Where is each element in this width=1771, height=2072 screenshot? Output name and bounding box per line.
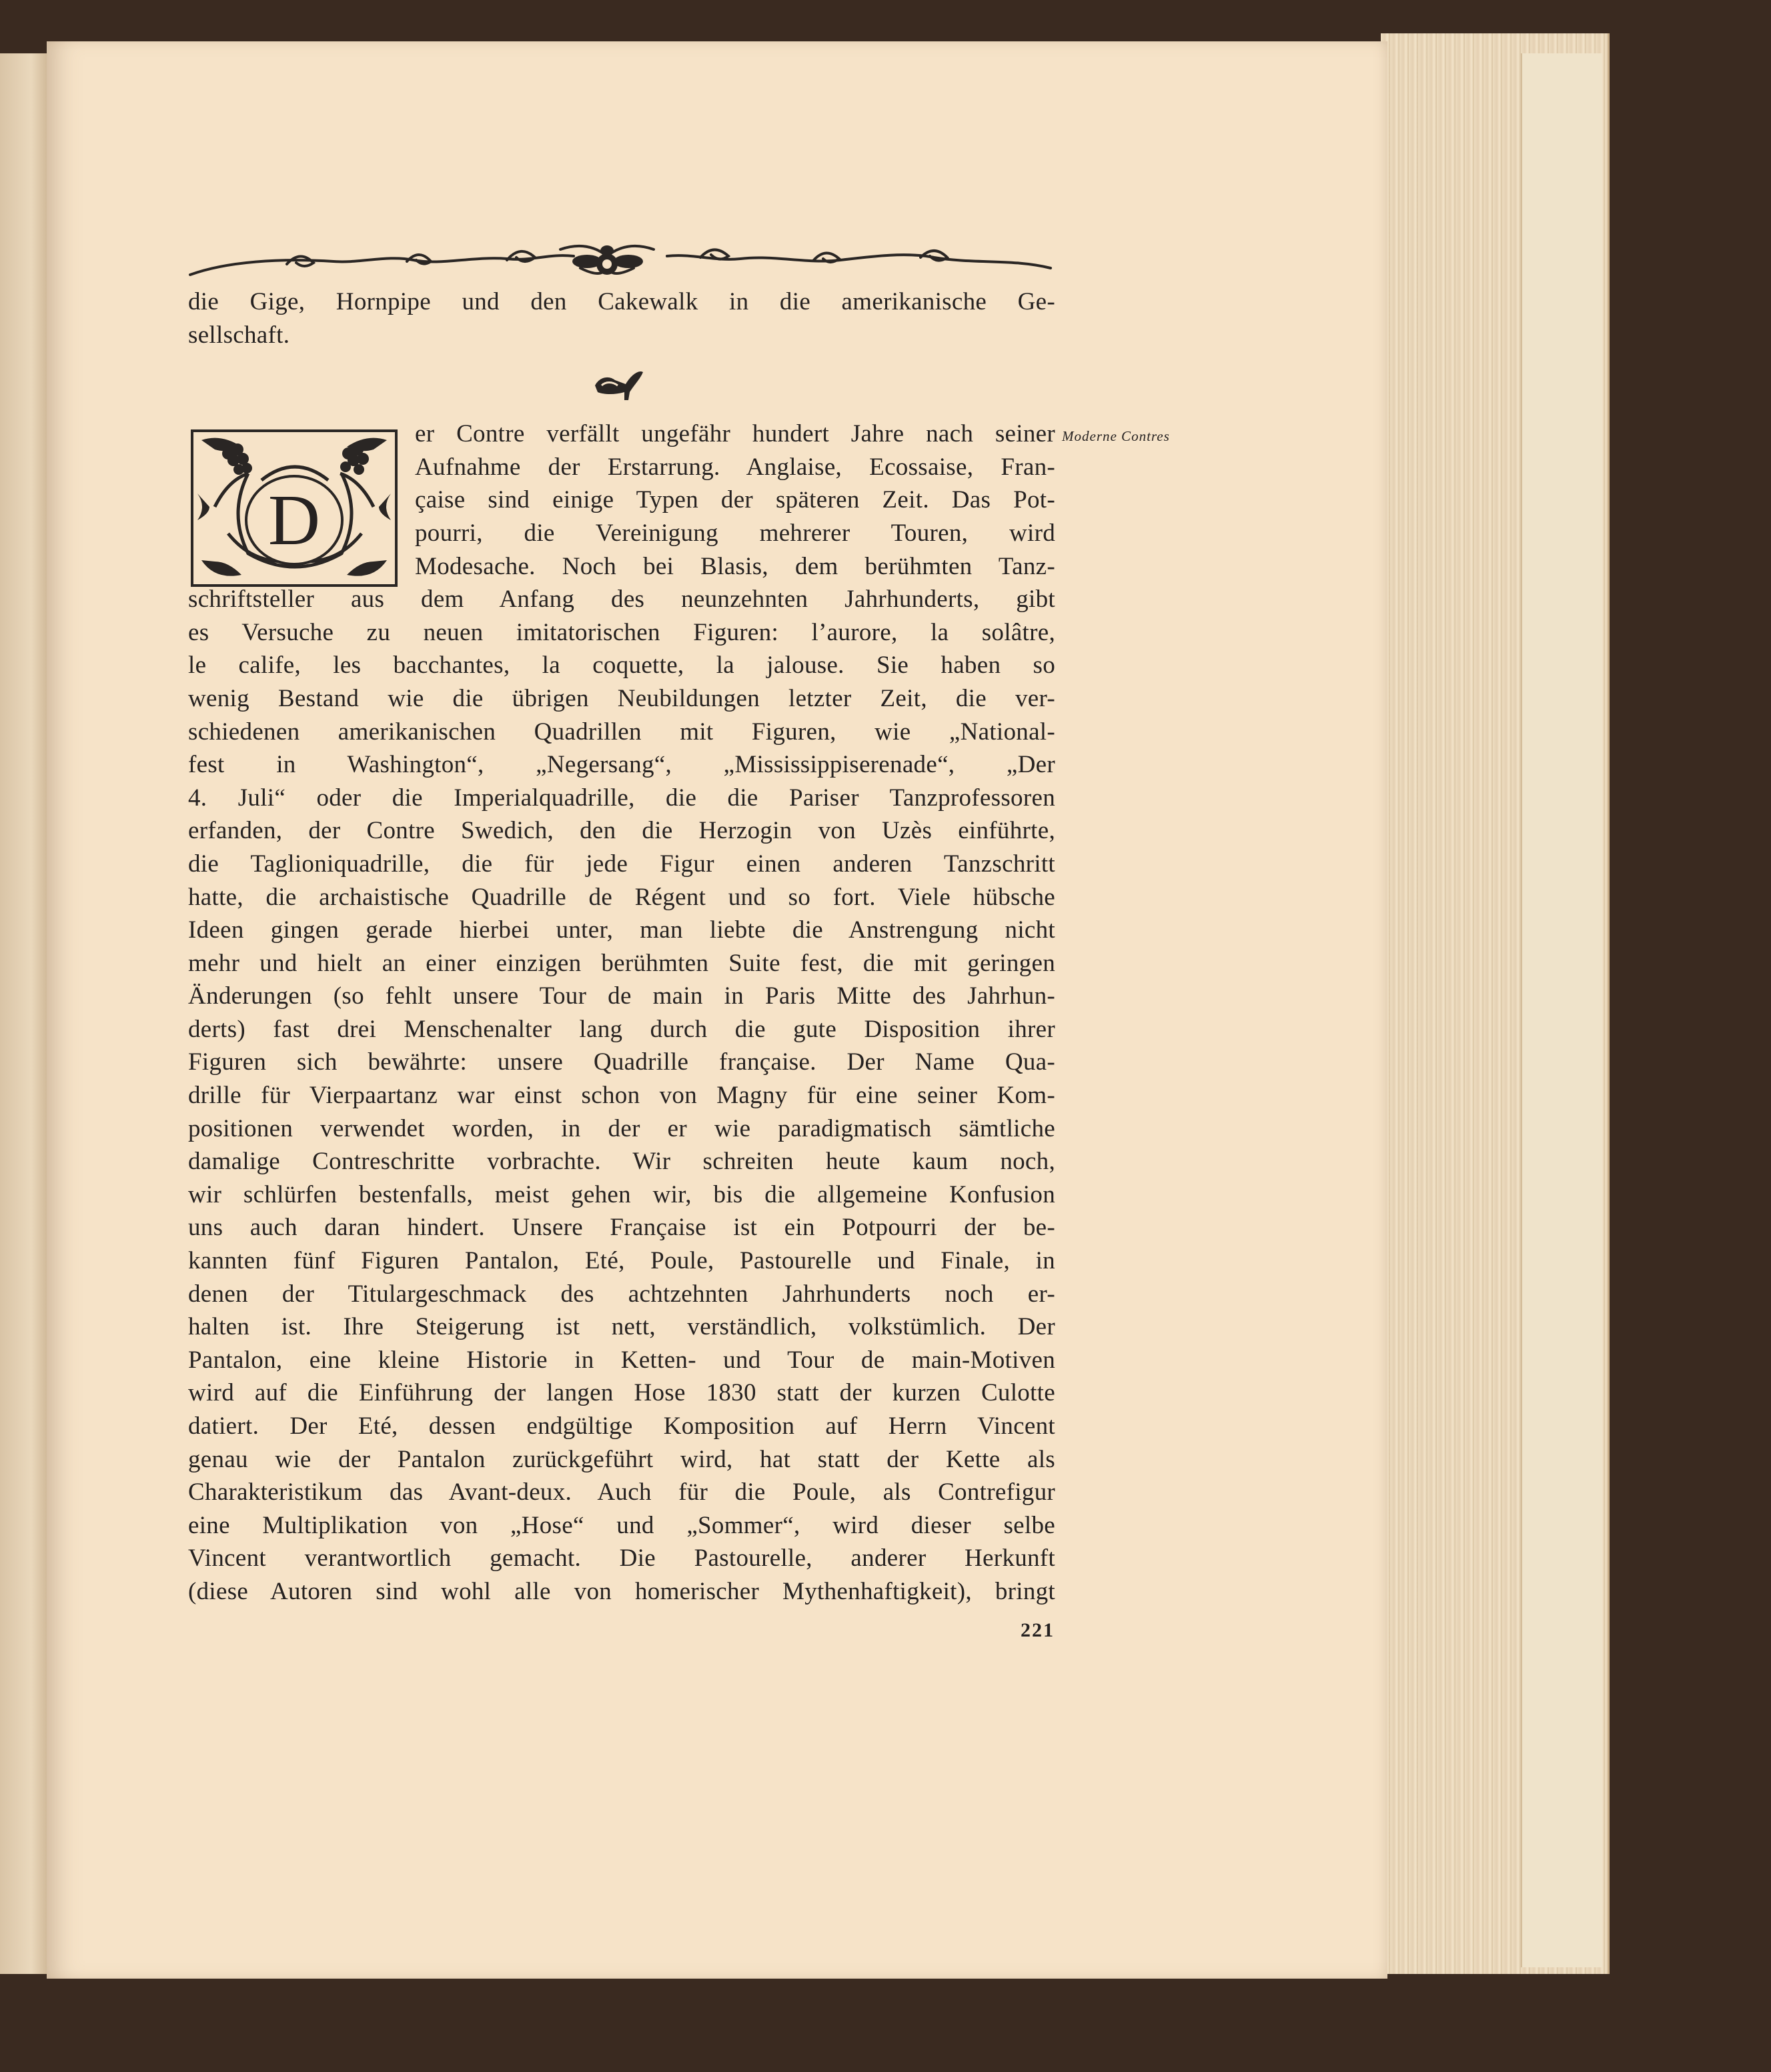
text-line: derts) fast drei Menschenalter lang durch die gute Disposition ihrer — [188, 1015, 1055, 1043]
text-line: es Versuche zu neuen imitatorischen Figuren: l’aurore, la solâtre, — [188, 618, 1055, 646]
text-line: damalige Contreschritte vorbrachte. Wir schreiten heute kaum noch, — [188, 1148, 1055, 1176]
text-line: die Gige, Hornpipe und den Cakewalk in die amerikanische Ge- — [188, 288, 1055, 315]
text-line: schiedenen amerikanischen Quadrillen mit Figuren, wie „National- — [188, 718, 1055, 746]
text-line: (diese Autoren sind wohl alle von homerischer Mythenhaftigkeit), bringt — [188, 1577, 1055, 1605]
book-cover-edge — [1521, 53, 1602, 1967]
text-line: Modesache. Noch bei Blasis, dem berühmten Tanz- — [415, 552, 1055, 580]
page-number: 221 — [1021, 1619, 1055, 1641]
facing-page-edge — [0, 53, 53, 1974]
text-line: Pantalon, eine kleine Historie in Ketten- und Tour de main-Motiven — [188, 1346, 1055, 1374]
text-line: 4. Juli“ oder die Imperialquadrille, die die Pariser Tanzprofessoren — [188, 784, 1055, 812]
text-line: pourri, die Vereinigung mehrerer Touren, wird — [415, 519, 1055, 547]
text-line: Ideen gingen gerade hierbei unter, man liebte die Anstrengung nicht — [188, 916, 1055, 944]
text-line: hatte, die archaistische Quadrille de Régent und so fort. Viele hübsche — [188, 883, 1055, 911]
text-line: le calife, les bacchantes, la coquette, la jalouse. Sie haben so — [188, 652, 1055, 680]
text-line: Figuren sich bewährte: unsere Quadrille française. Der Name Qua- — [188, 1048, 1055, 1076]
text-line: genau wie der Pantalon zurückgeführt wird, hat statt der Kette als — [188, 1445, 1055, 1473]
text-line: wir schlürfen bestenfalls, meist gehen wir, bis die allgemeine Konfusion — [188, 1180, 1055, 1208]
text-line: erfanden, der Contre Swedich, den die Herzogin von Uzès einführte, — [188, 817, 1055, 845]
text-line: wenig Bestand wie die übrigen Neubildungen letzter Zeit, die ver- — [188, 684, 1055, 712]
shoe-fleuron-icon — [592, 365, 646, 403]
text-line: datiert. Der Eté, dessen endgültige Komposition auf Herrn Vincent — [188, 1412, 1055, 1440]
initial-letter: D — [268, 481, 320, 560]
text-line: er Contre verfällt ungefähr hundert Jahre nach seiner — [415, 420, 1055, 448]
text-line: wird auf die Einführung der langen Hose 1830 statt der kurzen Culotte — [188, 1379, 1055, 1407]
text-line: die Taglioniquadrille, die für jede Figur einen anderen Tanzschritt — [188, 850, 1055, 878]
text-line: Änderungen (so fehlt unsere Tour de main in Paris Mitte des Jahrhun- — [188, 982, 1055, 1010]
marginal-note: Moderne Contres — [1062, 428, 1170, 444]
text-line: uns auch daran hindert. Unsere Française ist ein Potpourri der be- — [188, 1214, 1055, 1242]
text-line: kannten fünf Figuren Pantalon, Eté, Poule, Pastourelle und Finale, in — [188, 1247, 1055, 1275]
text-line: Charakteristikum das Avant-deux. Auch für die Poule, als Contrefigur — [188, 1478, 1055, 1506]
text-line: mehr und hielt an einer einzigen berühmten Suite fest, die mit geringen — [188, 949, 1055, 977]
headpiece-ornament-icon — [187, 241, 1054, 289]
text-line: positionen verwendet worden, in der er wie paradigmatisch sämtliche — [188, 1114, 1055, 1142]
text-line: eine Multiplikation von „Hose“ und „Sommer“, wird dieser selbe — [188, 1511, 1055, 1539]
text-line: schriftsteller aus dem Anfang des neunzehnten Jahrhunderts, gibt — [188, 586, 1055, 614]
text-line: Aufnahme der Erstarrung. Anglaise, Ecossaise, Fran- — [415, 453, 1055, 481]
text-line: drille für Vierpaartanz war einst schon von Magny für eine seiner Kom- — [188, 1082, 1055, 1110]
text-line: Vincent verantwortlich gemacht. Die Pastourelle, anderer Herkunft — [188, 1544, 1055, 1573]
text-line: sellschaft. — [188, 321, 290, 349]
text-line: çaise sind einige Typen der späteren Zeit. Das Pot- — [415, 486, 1055, 514]
text-line: halten ist. Ihre Steigerung ist nett, verständlich, volkstümlich. Der — [188, 1313, 1055, 1341]
decorated-initial-d — [188, 427, 400, 590]
text-line: fest in Washington“, „Negersang“, „Mississippiserenade“, „Der — [188, 751, 1055, 779]
text-line: denen der Titulargeschmack des achtzehnten Jahrhunderts noch er- — [188, 1280, 1055, 1308]
